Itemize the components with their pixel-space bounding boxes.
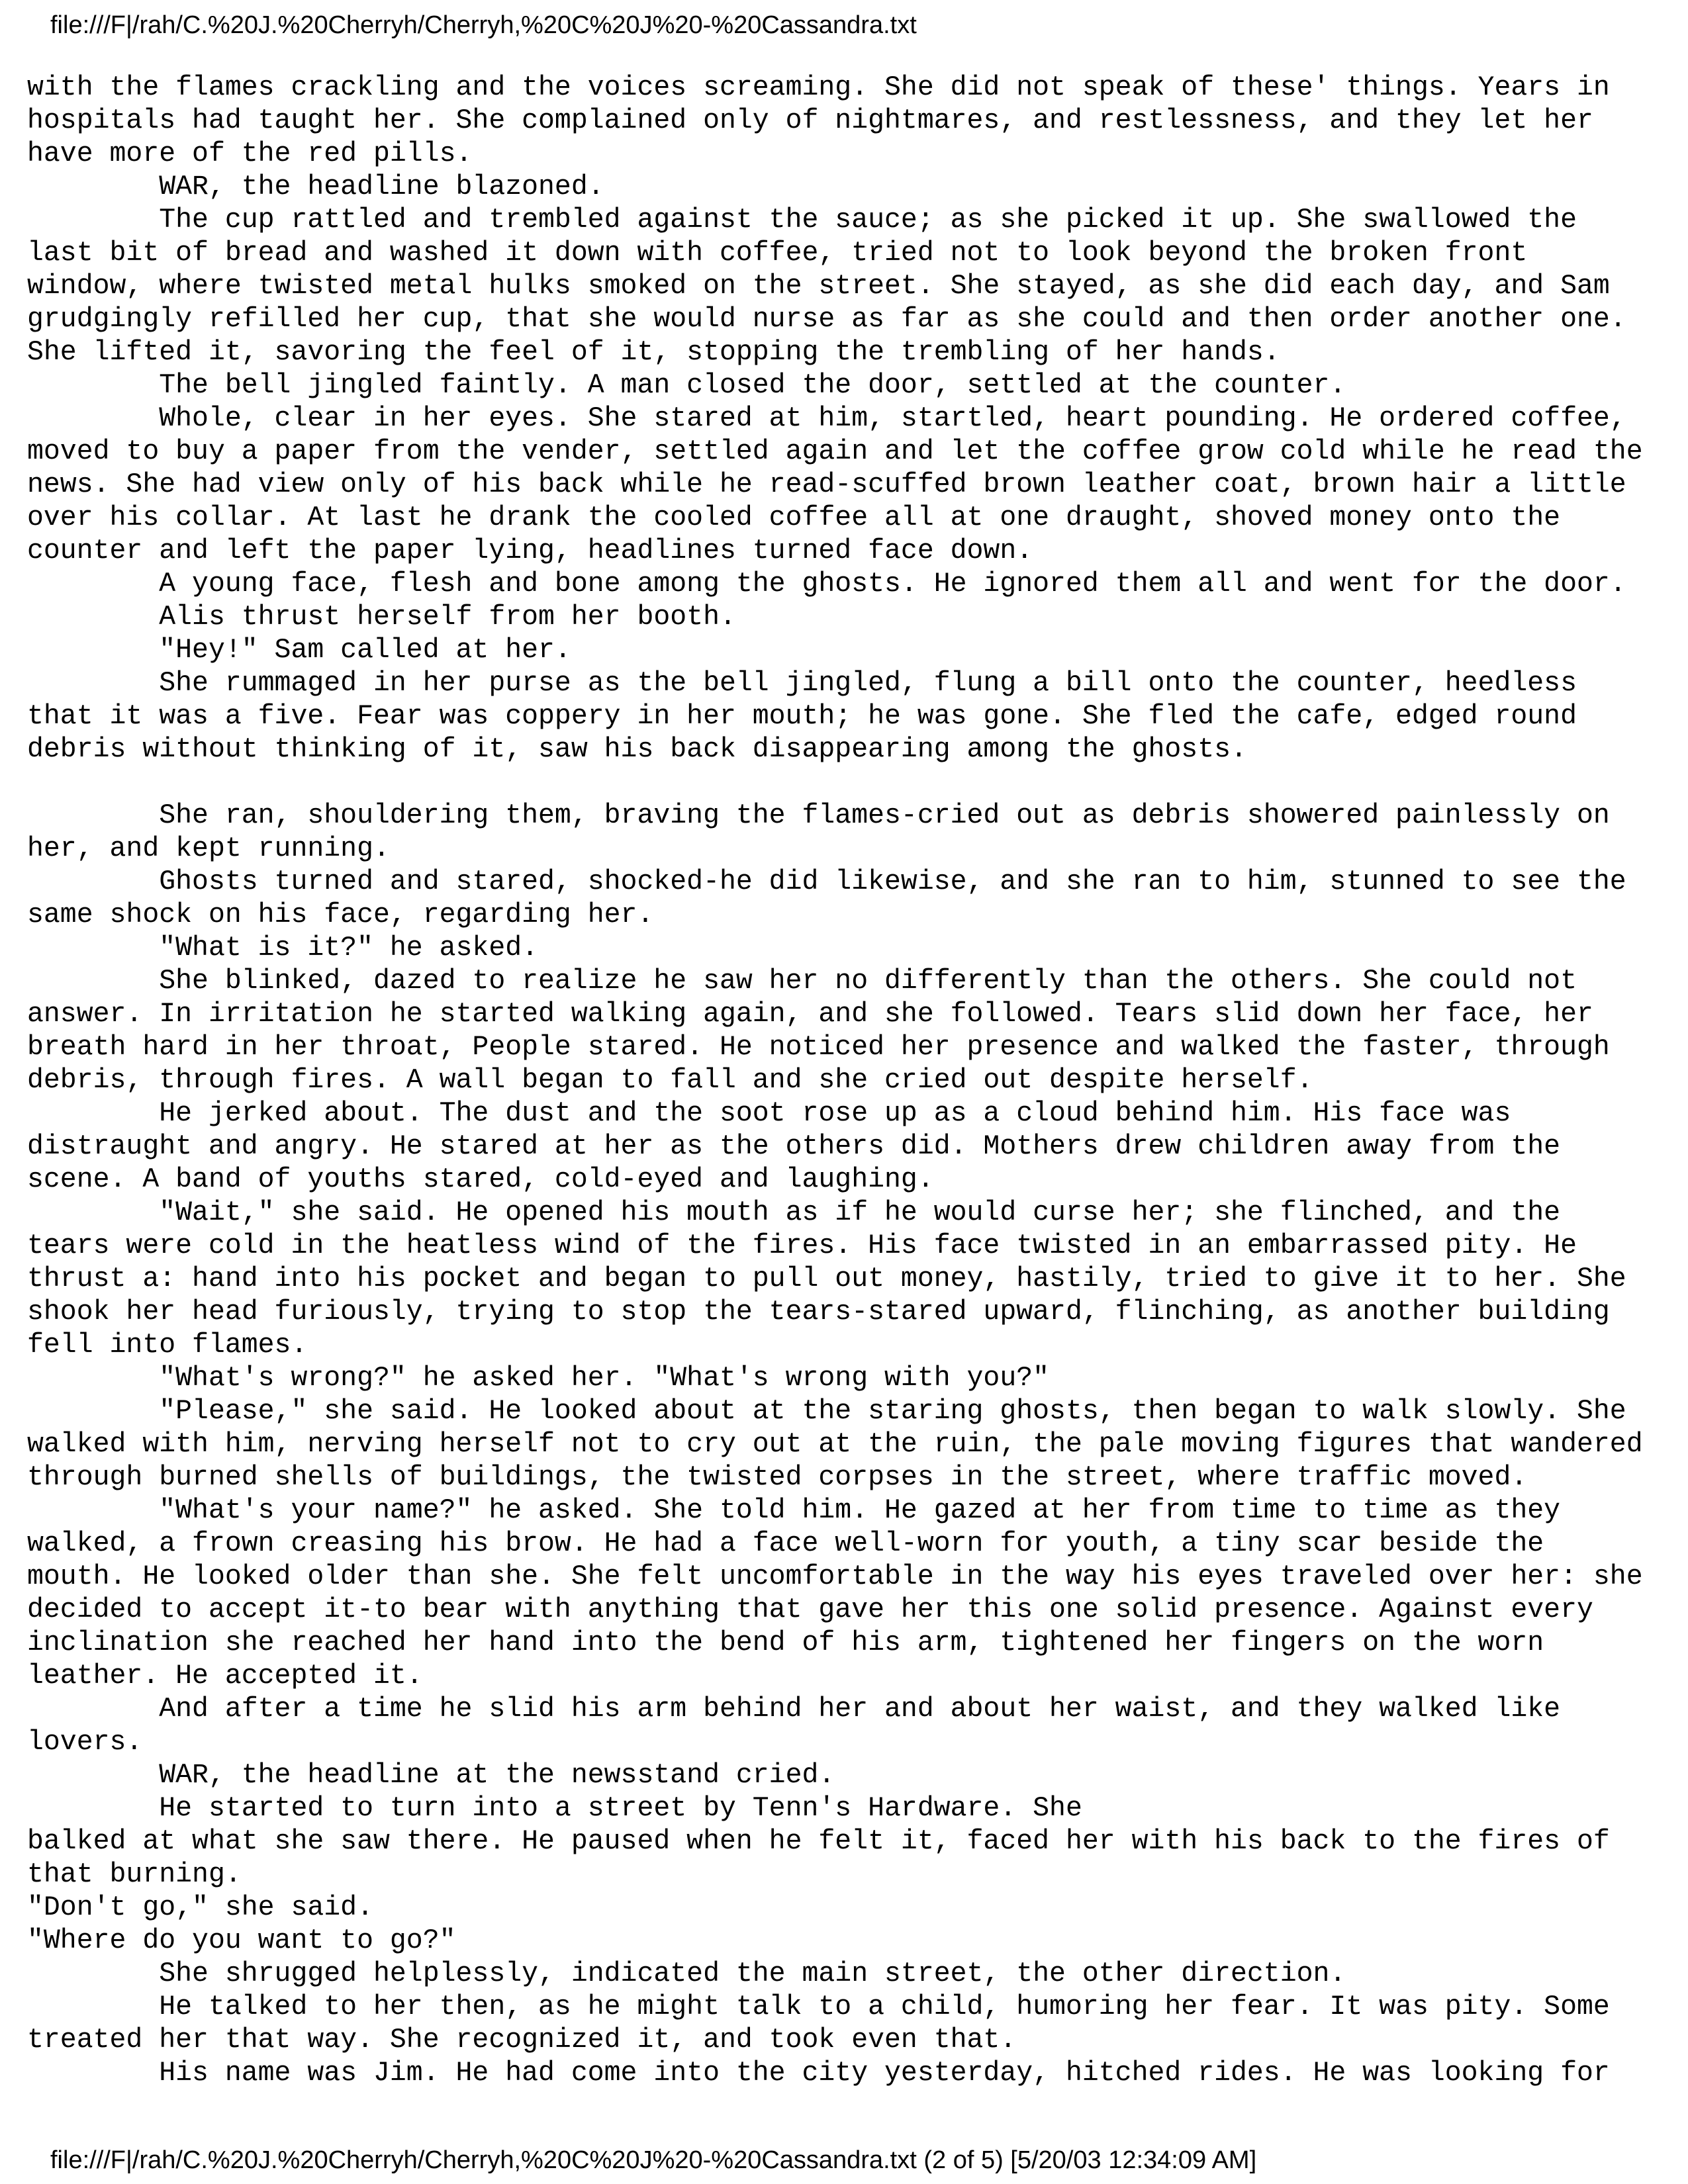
text-line: "What is it?" he asked. xyxy=(27,933,539,964)
text-line: distraught and angry. He stared at her as the others did. Mothers drew children away from the xyxy=(27,1131,1561,1162)
text-line: She blinked, dazed to realize he saw her no differently than the others. She could not xyxy=(27,966,1577,997)
text-line: debris, through fires. A wall began to fall and she cried out despite herself. xyxy=(27,1065,1313,1096)
text-line: "What's wrong?" he asked her. "What's wrong with you?" xyxy=(27,1363,1050,1394)
text-line: news. She had view only of his back while he read-scuffed brown leather coat, brown hair a little xyxy=(27,469,1626,500)
text-line: "Hey!" Sam called at her. xyxy=(27,635,571,666)
footer-page-info: (2 of 5) xyxy=(923,2146,1004,2174)
text-line: WAR, the headline blazoned. xyxy=(27,171,604,203)
text-line: grudgingly refilled her cup, that she would nurse as far as she could and then order another one. xyxy=(27,304,1626,335)
text-line: over his collar. At last he drank the cooled coffee all at one draught, shoved money onto the xyxy=(27,502,1561,533)
text-line: He talked to her then, as he might talk to a child, humoring her fear. It was pity. Some xyxy=(27,1991,1610,2023)
text-line: window, where twisted metal hulks smoked on the street. She stayed, as she did each day, and Sam xyxy=(27,271,1610,302)
text-line: her, and kept running. xyxy=(27,833,390,864)
text-line: And after a time he slid his arm behind her and about her waist, and they walked like xyxy=(27,1694,1561,1725)
text-line: "What's your name?" he asked. She told him. He gazed at her from time to time as they xyxy=(27,1495,1561,1526)
text-line: treated her that way. She recognized it, and took even that. xyxy=(27,2025,1017,2056)
text-line: She shrugged helplessly, indicated the main street, the other direction. xyxy=(27,1958,1346,1989)
page-footer xyxy=(50,2144,1256,2176)
text-line: She rummaged in her purse as the bell jingled, flung a bill onto the counter, heedless xyxy=(27,668,1577,699)
text-line: "Where do you want to go?" xyxy=(27,1925,456,1956)
text-line: scene. A band of youths stared, cold-eyed and laughing. xyxy=(27,1164,934,1195)
text-line: same shock on his face, regarding her. xyxy=(27,899,654,931)
text-line: He jerked about. The dust and the soot rose up as a cloud behind him. His face was xyxy=(27,1098,1511,1129)
text-line: leather. He accepted it. xyxy=(27,1661,423,1692)
text-line: A young face, flesh and bone among the ghosts. He ignored them all and went for the door. xyxy=(27,569,1626,600)
text-line: "Wait," she said. He opened his mouth as if he would curse her; she flinched, and the xyxy=(27,1197,1561,1228)
text-line: walked with him, nerving herself not to cry out at the ruin, the pale moving figures that wandered xyxy=(27,1429,1643,1460)
text-line: The cup rattled and trembled against the sauce; as she picked it up. She swallowed the xyxy=(27,205,1577,236)
text-line: Ghosts turned and stared, shocked-he did likewise, and she ran to him, stunned to see the xyxy=(27,866,1626,897)
text-line: last bit of bread and washed it down with coffee, tried not to look beyond the broken front xyxy=(27,238,1528,269)
text-line: She lifted it, savoring the feel of it, stopping the trembling of her hands. xyxy=(27,337,1280,368)
text-line: inclination she reached her hand into the bend of his arm, tightened her fingers on the worn xyxy=(27,1627,1544,1659)
text-line: through burned shells of buildings, the twisted corpses in the street, where traffic moved. xyxy=(27,1462,1528,1493)
page-header-file-path: file:///F|/rah/C.%20J.%20Cherryh/Cherryh,%20C%20J%20-%20Cassandra.txt xyxy=(50,11,917,39)
text-line: answer. In irritation he started walking again, and she followed. Tears slid down her face, her xyxy=(27,999,1593,1030)
text-line: that it was a five. Fear was coppery in her mouth; he was gone. She fled the cafe, edged round xyxy=(27,701,1577,732)
text-line: She ran, shouldering them, braving the flames-cried out as debris showered painlessly on xyxy=(27,800,1610,831)
text-line: have more of the red pills. xyxy=(27,138,473,169)
document-body xyxy=(27,71,1643,2090)
text-line: WAR, the headline at the newsstand cried. xyxy=(27,1760,835,1791)
text-line: Whole, clear in her eyes. She stared at him, startled, heart pounding. He ordered coffee, xyxy=(27,403,1626,434)
text-line: mouth. He looked older than she. She felt uncomfortable in the way his eyes traveled over her: she xyxy=(27,1561,1643,1592)
text-line: tears were cold in the heatless wind of the fires. His face twisted in an embarrassed pity. He xyxy=(27,1230,1577,1261)
text-line: fell into flames. xyxy=(27,1330,308,1361)
text-line: decided to accept it-to bear with anything that gave her this one solid presence. Against every xyxy=(27,1594,1593,1625)
text-line: "Don't go," she said. xyxy=(27,1892,373,1923)
text-line: with the flames crackling and the voices screaming. She did not speak of these' things. Years in xyxy=(27,72,1610,103)
text-line: counter and left the paper lying, headlines turned face down. xyxy=(27,535,1033,567)
text-line: He started to turn into a street by Tenn's Hardware. She xyxy=(27,1793,1082,1824)
text-line: thrust a: hand into his pocket and began to pull out money, hastily, tried to give it to her. She xyxy=(27,1263,1626,1295)
text-line: that burning. xyxy=(27,1859,242,1890)
footer-file-path: file:///F|/rah/C.%20J.%20Cherryh/Cherryh,%20C%20J%20-%20Cassandra.txt xyxy=(50,2146,917,2174)
footer-timestamp: [5/20/03 12:34:09 AM] xyxy=(1010,2146,1257,2174)
text-line: shook her head furiously, trying to stop the tears-stared upward, flinching, as another building xyxy=(27,1297,1610,1328)
text-line: walked, a frown creasing his brow. He had a face well-worn for youth, a tiny scar beside the xyxy=(27,1528,1544,1559)
text-line: balked at what she saw there. He paused when he felt it, faced her with his back to the fires of xyxy=(27,1826,1610,1857)
text-line: "Please," she said. He looked about at the staring ghosts, then began to walk slowly. She xyxy=(27,1396,1626,1427)
text-line: The bell jingled faintly. A man closed the door, settled at the counter. xyxy=(27,370,1346,401)
text-line: debris without thinking of it, saw his back disappearing among the ghosts. xyxy=(27,734,1247,765)
text-line: moved to buy a paper from the vender, settled again and let the coffee grow cold while he read the xyxy=(27,436,1643,467)
text-line: His name was Jim. He had come into the city yesterday, hitched rides. He was looking for xyxy=(27,2058,1610,2089)
text-line: breath hard in her throat, People stared. He noticed her presence and walked the faster, through xyxy=(27,1032,1610,1063)
text-line: hospitals had taught her. She complained only of nightmares, and restlessness, and they let her xyxy=(27,105,1593,136)
text-line: lovers. xyxy=(27,1727,143,1758)
blank-line xyxy=(27,766,1643,799)
text-line: Alis thrust herself from her booth. xyxy=(27,602,736,633)
